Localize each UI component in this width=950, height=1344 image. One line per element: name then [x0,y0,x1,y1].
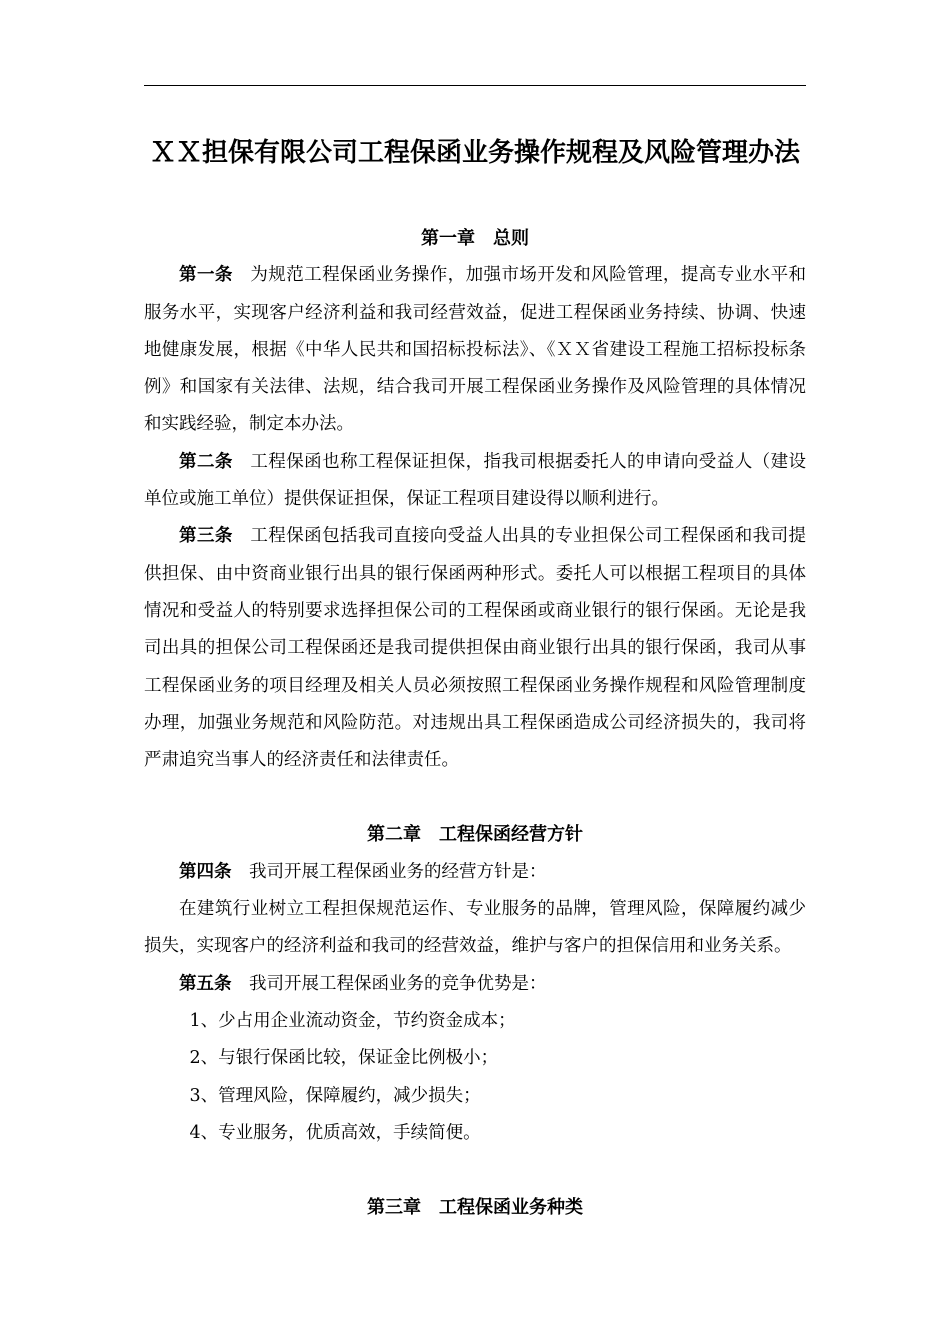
article-3 [144,518,806,779]
article-text: 我司开展工程保函业务的竞争优势是： [249,973,547,994]
article-1 [144,257,806,443]
article-4 [144,854,806,891]
chapter-heading-2 [144,816,806,853]
article-text: 工程保函也称工程保证担保，指我司根据委托人的申请向受益人（建设单位或施工单位）提供保证担保，保证工程项目建设得以顺利进行。 [144,451,807,510]
chapter-number: 第三章 [367,1197,421,1219]
article-number: 第二条 [179,451,233,472]
article-text: 我司开展工程保函业务的经营方针是： [249,861,547,882]
list-item: 1、少占用企业流动资金，节约资金成本； [189,1010,516,1031]
chapter-name: 工程保函经营方针 [439,824,583,846]
article-number: 第三条 [179,526,233,547]
document-body [144,220,806,1226]
article-2 [144,444,806,519]
chapter-heading-1 [144,220,806,257]
article-4-body: 在建筑行业树立工程担保规范运作、专业服务的品牌，管理风险，保障履约减少损失，实现客户的经济利益和我司的经营效益，维护与客户的担保信用和业务关系。 [144,899,806,957]
chapter-number: 第一章 [421,228,475,249]
document-title: ＸＸ担保有限公司工程保函业务操作规程及风险管理办法 [149,138,800,168]
article-text: 为规范工程保函业务操作，加强市场开发和风险管理，提高专业水平和服务水平，实现客户经济利益和我司经营效益，促进工程保函业务持续、协调、快速地健康发展，根据《中华人民共和国招标投标法》、《ＸＸ省建设工程施工招标投标条例》和国家有关法律、法规，结合我司开展工程保函业务操作及风险管理的具体情况和实践经验，制定本办法。 [144,265,807,435]
chapter-name: 总则 [493,228,529,249]
header-rule [144,85,806,86]
list-item: 3、管理风险，保障履约，减少损失； [189,1085,481,1106]
list-item: 2、与银行保函比较，保证金比例极小； [189,1048,499,1069]
chapter-name: 工程保函业务种类 [439,1197,583,1219]
article-number: 第五条 [179,973,232,994]
article-number: 第四条 [179,861,232,882]
chapter-number: 第二章 [367,824,421,846]
list-item: 4、专业服务，优质高效，手续简便。 [189,1122,481,1143]
article-text: 工程保函包括我司直接向受益人出具的专业担保公司工程保函和我司提供担保、由中资商业银行出具的银行保函两种形式。委托人可以根据工程项目的具体情况和受益人的特别要求选择担保公司的工程保函或商业银行的银行保函。无论是我司出具的担保公司工程保函还是我司提供担保由商业银行出具的银行保函，我司从事工程保函业务的项目经理及相关人员必须按照工程保函业务操作规程和风险管理制度办理，加强业务规范和风险防范。对违规出具工程保函造成公司经济损失的，我司将严肃追究当事人的经济责任和法律责任。 [144,526,807,771]
article-number: 第一条 [179,265,233,286]
chapter-heading-3 [144,1189,806,1226]
article-5 [144,966,806,1003]
